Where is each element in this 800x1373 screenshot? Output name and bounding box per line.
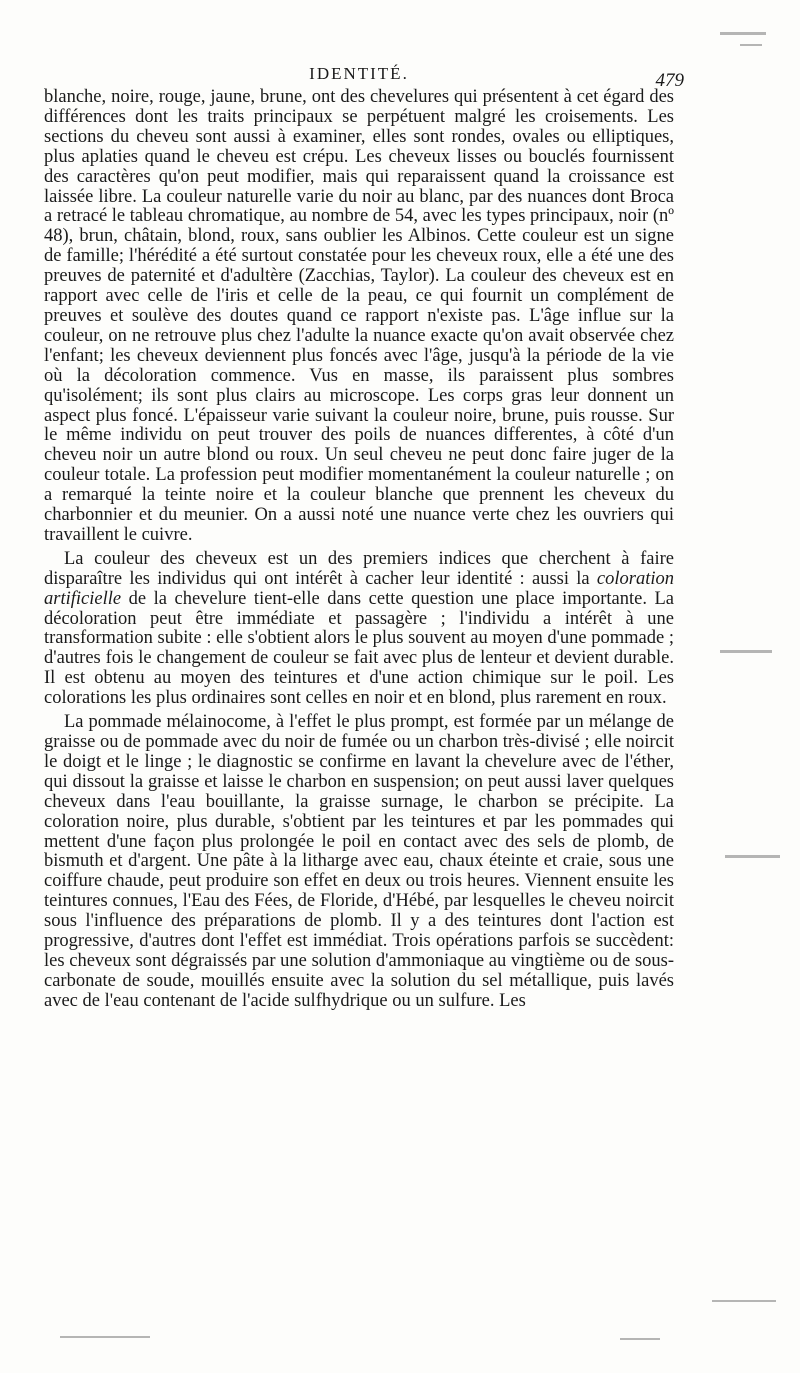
paragraph-2-end: de la chevelure tient-elle dans cette question une place importante. La décoloration peut être immédiate et passagère ; l'individu a intérêt à une transformation subite : elle s'obtient alors le plus souvent au moyen d'une pommade ; d'autres fois le changement de couleur se fait avec plus de lenteur et devient durable. Il est obtenu au moyen des teintures et d'une action chimique sur le poil. Les colorations les plus ordinaires sont celles en noir et en blond, plus rarement en roux. <box>44 588 674 709</box>
paragraph-2-italic: coloration artificielle <box>44 568 674 609</box>
paragraph-1: blanche, noire, rouge, jaune, brune, ont des chevelures qui présentent à cet égard des différences dont les traits principaux se perpétuent malgré les croisements. Les sections du cheveu sont aussi à examiner, elles sont rondes, ovales ou elliptiques, plus aplaties quand le cheveu est crépu. Les cheveux lisses ou bouclés fournissent des caractères qu'on peut modifier, mais qui reparaissent quand la croissance est laissée libre. La couleur naturelle varie du noir au blanc, par des nuances dont Broca a retracé le tableau chromatique, au nombre de 54, avec les types principaux, noir (nº 48), brun, châtain, blond, roux, sans oublier les Albinos. Cette couleur est un signe de famille; l'hérédité a été surtout constatée pour les cheveux roux, elle a été une des preuves de paternité et d'adultère (Zacchias, Taylor). La couleur des cheveux est en rapport avec celle de l'iris et celle de la peau, ce qui fournit un complément de preuves et soulève des doutes quand ce rapport n'existe pas. L'âge influe sur la couleur, on ne retrouve plus chez l'adulte la nuance exacte qu'on avait observée chez l'enfant; les cheveux deviennent plus foncés avec l'âge, jusqu'à la période de la vie où la décoloration commence. Vus en masse, ils paraissent plus sombres qu'isolément; ils sont plus clairs au microscope. Les corps gras leur donnent un aspect plus foncé. L'épaisseur varie suivant la couleur noire, brune, puis rousse. Sur le même individu on peut trouver des poils de nuances differentes, à côté d'un cheveu noir un autre blond ou roux. Un seul cheveu ne peut donc faire juger de la couleur totale. La profession peut modifier momentanément la couleur naturelle ; on a remarqué la teinte noire et la couleur blanche que prennent les cheveux du charbonnier et du meunier. On a aussi noté une nuance verte chez les ouvriers qui travaillent le cuivre. <box>44 87 674 545</box>
running-head <box>44 64 684 91</box>
page-number: 479 <box>655 70 684 91</box>
scan-speck <box>712 1300 776 1302</box>
body-text <box>44 88 674 1012</box>
scan-speck <box>725 855 780 858</box>
running-title: IDENTITÉ. <box>309 64 409 83</box>
scan-speck <box>740 44 762 46</box>
scan-speck <box>720 650 772 653</box>
scan-speck <box>720 32 766 35</box>
paragraph-3: La pommade mélainocome, à l'effet le plus prompt, est formée par un mélange de graisse ou de pommade avec du noir de fumée ou un charbon très-divisé ; elle noircit le doigt et le linge ; le diagnostic se confirme en lavant la chevelure avec de l'éther, qui dissout la graisse et laisse le charbon en suspension; on peut aussi laver quelques cheveux dans l'eau bouillante, la graisse surnage, le charbon se précipite. La coloration noire, plus durable, s'obtient par les teintures et par les pommades qui mettent d'une façon plus prolongée le poil en contact avec des sels de plomb, de bismuth et d'argent. Une pâte à la litharge avec eau, chaux éteinte et craie, sous une coiffure chaude, peut produire son effet en deux ou trois heures. Viennent ensuite les teintures connues, l'Eau des Fées, de Floride, d'Hébé, par lesquelles le cheveu noircit sous l'influence des préparations de plomb. Il y a des teintures dont l'action est progressive, d'autres dont l'effet est immédiat. Trois opérations parfois se succèdent: les cheveux sont dégraissés par une solution d'ammoniaque au vingtième ou de sous-carbonate de soude, mouillés ensuite avec la solution du sel métallique, puis lavés avec de l'eau contenant de l'acide sulfhydrique ou un sulfure. Les <box>44 712 674 1011</box>
scan-speck <box>620 1338 660 1340</box>
paragraph-2-start: La couleur des cheveux est un des premiers indices que cherchent à faire disparaître les individus qui ont intérêt à cacher leur identité : aussi la <box>44 548 674 589</box>
paragraph-2 <box>44 550 674 709</box>
scan-speck <box>60 1336 150 1338</box>
